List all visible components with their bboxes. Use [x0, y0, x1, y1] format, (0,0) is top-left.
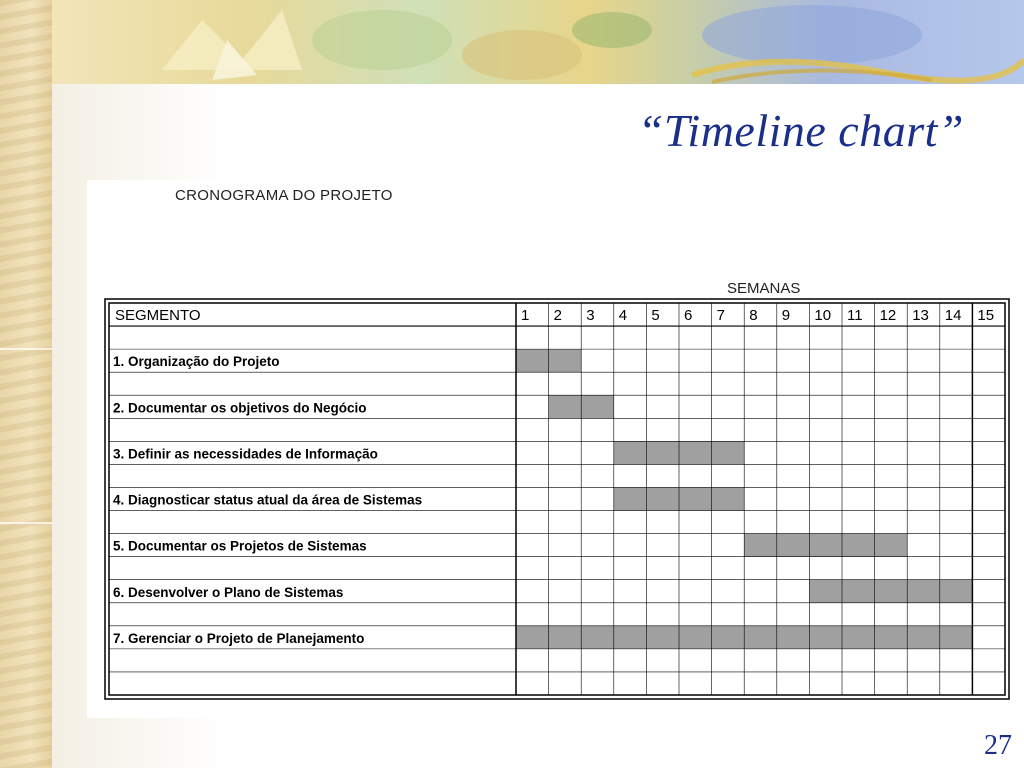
- week-header-3: 3: [586, 307, 595, 325]
- week-header-15: 15: [977, 307, 995, 325]
- timeline-chart-panel: [87, 180, 1016, 718]
- foliage-shape: [312, 10, 452, 70]
- chart-title: CRONOGRAMA DO PROJETO: [175, 187, 393, 204]
- segment-header: SEGMENTO: [115, 307, 201, 325]
- week-header-6: 6: [684, 307, 693, 325]
- task-bar-5: [744, 534, 907, 557]
- page-number: 27: [984, 730, 1012, 761]
- task-label-4: 4. Diagnosticar status atual da área de Sistemas: [113, 492, 423, 508]
- week-header-1: 1: [521, 307, 530, 325]
- task-label-6: 6. Desenvolver o Plano de Sistemas: [113, 584, 344, 600]
- week-header-11: 11: [847, 307, 863, 325]
- banner-art: [52, 0, 1024, 84]
- sky-shape: [702, 5, 922, 65]
- parchment-seam: [0, 522, 52, 524]
- decorative-banner: [52, 0, 1024, 84]
- gantt-grid: [87, 180, 1016, 718]
- task-label-3: 3. Definir as necessidades de Informação: [113, 446, 378, 462]
- task-label-1: 1. Organização do Projeto: [113, 354, 280, 370]
- week-header-5: 5: [651, 307, 660, 325]
- slide-title: “Timeline chart”: [637, 105, 964, 156]
- week-header-10: 10: [814, 307, 832, 325]
- parchment-border: [0, 0, 52, 768]
- task-bar-6: [809, 580, 972, 603]
- week-header-9: 9: [781, 307, 791, 325]
- week-header-8: 8: [749, 307, 758, 325]
- week-header-14: 14: [944, 307, 962, 325]
- task-label-2: 2. Documentar os objetivos do Negócio: [113, 400, 367, 416]
- parchment-seam: [0, 348, 52, 350]
- week-header-2: 2: [553, 307, 562, 325]
- task-label-7: 7. Gerenciar o Projeto de Planejamento: [113, 630, 365, 646]
- task-label-5: 5. Documentar os Projetos de Sistemas: [113, 538, 367, 554]
- week-header-12: 12: [879, 307, 897, 325]
- week-header-13: 13: [912, 307, 929, 325]
- week-header-4: 4: [618, 307, 628, 325]
- foliage-shape: [572, 12, 652, 48]
- week-header-7: 7: [716, 307, 725, 325]
- weeks-group-label: SEMANAS: [727, 280, 801, 297]
- foliage-shape: [462, 30, 582, 80]
